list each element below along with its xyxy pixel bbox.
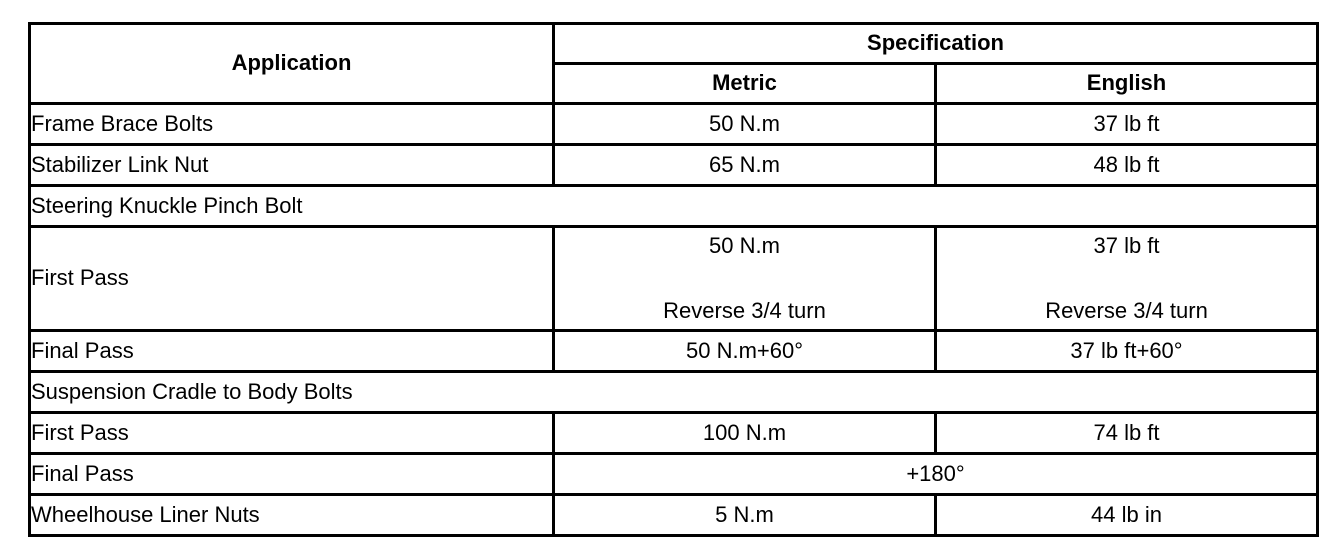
table-row bbox=[30, 104, 1318, 145]
section-label: Steering Knuckle Pinch Bolt bbox=[30, 186, 1318, 227]
english-value: 37 lb ft bbox=[936, 104, 1318, 145]
metric-value: 50 N.m bbox=[709, 232, 780, 258]
table-row bbox=[30, 454, 1318, 495]
section-label: Suspension Cradle to Body Bolts bbox=[30, 372, 1318, 413]
row-label: Stabilizer Link Nut bbox=[30, 145, 554, 186]
metric-value: 65 N.m bbox=[554, 145, 936, 186]
metric-value: 50 N.m+60° bbox=[554, 331, 936, 372]
english-header: English bbox=[936, 64, 1318, 104]
table-row bbox=[30, 227, 1318, 331]
english-value: 74 lb ft bbox=[936, 413, 1318, 454]
english-value: 37 lb ft+60° bbox=[936, 331, 1318, 372]
combined-value: +180° bbox=[554, 454, 1318, 495]
row-label: Wheelhouse Liner Nuts bbox=[30, 495, 554, 536]
table-row bbox=[30, 145, 1318, 186]
english-value: 37 lb ft bbox=[1093, 232, 1160, 258]
application-header: Application bbox=[30, 24, 554, 104]
metric-note: Reverse 3/4 turn bbox=[663, 298, 826, 324]
metric-value: 5 N.m bbox=[554, 495, 936, 536]
row-label: Final Pass bbox=[30, 331, 554, 372]
row-label: Frame Brace Bolts bbox=[30, 104, 554, 145]
table-row bbox=[30, 413, 1318, 454]
metric-value: 50 N.m bbox=[554, 104, 936, 145]
table-row bbox=[30, 331, 1318, 372]
english-value: 44 lb in bbox=[936, 495, 1318, 536]
metric-cell bbox=[554, 227, 936, 331]
metric-value: 100 N.m bbox=[554, 413, 936, 454]
section-row bbox=[30, 186, 1318, 227]
row-label: First Pass bbox=[30, 413, 554, 454]
english-cell bbox=[936, 227, 1318, 331]
specification-header: Specification bbox=[554, 24, 1318, 64]
section-row bbox=[30, 372, 1318, 413]
row-label: First Pass bbox=[30, 227, 554, 331]
table-row bbox=[30, 495, 1318, 536]
english-note: Reverse 3/4 turn bbox=[1045, 298, 1208, 324]
english-value: 48 lb ft bbox=[936, 145, 1318, 186]
metric-header: Metric bbox=[554, 64, 936, 104]
torque-spec-table bbox=[28, 22, 1319, 537]
row-label: Final Pass bbox=[30, 454, 554, 495]
header-row-top bbox=[30, 24, 1318, 64]
